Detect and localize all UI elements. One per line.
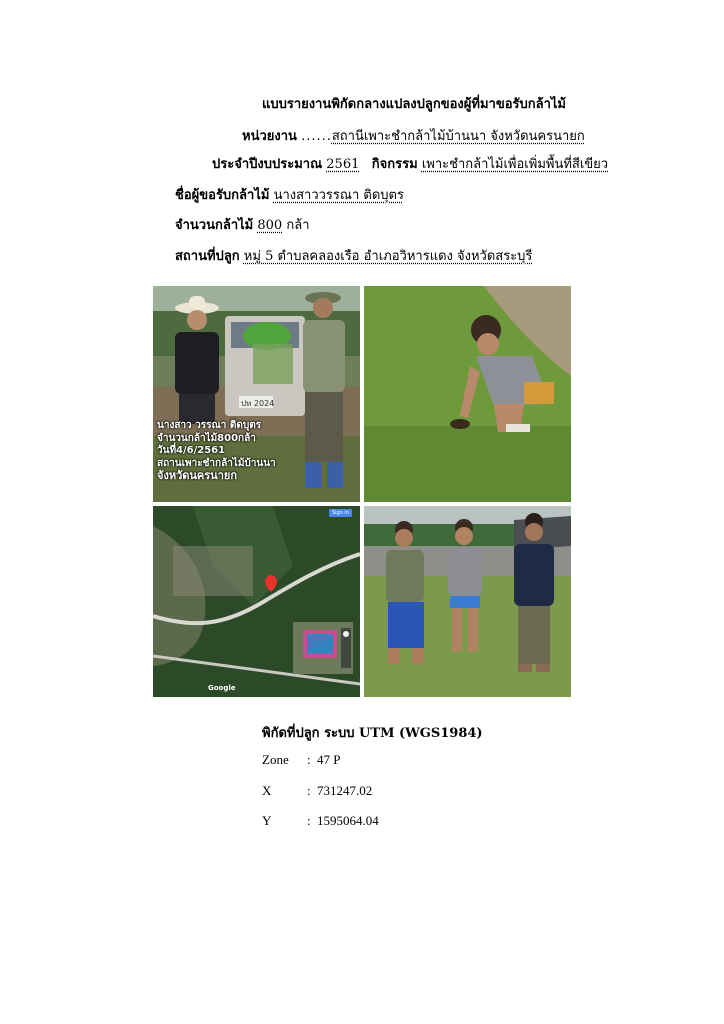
- amount-line: [175, 217, 310, 235]
- y-colon: :: [307, 813, 311, 828]
- activity-value: เพาะชำกล้าไม้เพื่อเพิ่มพื้นที่สีเขียว: [421, 157, 609, 172]
- caption-date: วันที่4/6/2561: [157, 445, 226, 456]
- y-label: Y: [262, 813, 272, 828]
- photo-seedling-handover: [153, 286, 360, 502]
- agency-label: หน่วยงาน: [242, 129, 297, 144]
- map-google-logo: Google: [208, 684, 236, 692]
- license-plate: ปห 2024: [241, 399, 275, 408]
- photo-group: [364, 506, 571, 697]
- budget-label: ประจำปีงบประมาณ: [212, 157, 323, 172]
- recipient-value: นางสาววรรณา ติดบุตร: [273, 188, 404, 203]
- caption-province: จังหวัดนครนายก: [157, 469, 237, 482]
- agency-line: [242, 128, 585, 146]
- x-colon: :: [307, 783, 311, 798]
- zone-label: Zone: [262, 752, 289, 767]
- agency-dots: ......: [301, 129, 332, 144]
- amount-label: จำนวนกล้าไม้: [175, 218, 254, 233]
- map-signin-button[interactable]: Sign in: [329, 509, 352, 517]
- zone-value: 47 P: [317, 752, 341, 767]
- photo-caption: [157, 420, 276, 483]
- recipient-label: ชื่อผู้ขอรับกล้าไม้: [175, 188, 270, 203]
- coordinate-title: พิกัดที่ปลูก ระบบ UTM (WGS1984): [262, 726, 483, 741]
- agency-value: สถานีเพาะชำกล้าไม้บ้านนา จังหวัดนครนายก: [331, 129, 585, 144]
- activity-label: กิจกรรม: [371, 157, 418, 172]
- map-illustration: [153, 506, 360, 697]
- caption-name: นางสาว วรรณา ติดบุตร: [157, 420, 262, 431]
- x-label: X: [262, 783, 272, 798]
- caption-station: สถานเพาะชำกล้าไม้บ้านนา: [157, 457, 276, 469]
- amount-unit: กล้า: [286, 218, 310, 233]
- place-label: สถานที่ปลูก: [175, 249, 240, 264]
- zone-colon: :: [307, 752, 311, 767]
- photo-group-illustration: [364, 506, 571, 697]
- recipient-line: [175, 187, 404, 205]
- caption-amount: จำนวนกล้าไม้800กล้า: [157, 432, 256, 444]
- x-value: 731247.02: [317, 783, 373, 798]
- place-value: หมู่ 5 ตำบลคลองเรือ อำเภอวิหารแดง จังหวัดสระบุรี: [243, 249, 533, 264]
- photo-planting: [364, 286, 571, 502]
- report-title: แบบรายงานพิกัดกลางแปลงปลูกของผู้ที่มาขอรับกล้าไม้: [262, 97, 566, 112]
- amount-value: 800: [257, 218, 283, 233]
- y-value: 1595064.04: [317, 813, 379, 828]
- place-line: [175, 248, 532, 266]
- map-screenshot: [153, 506, 360, 697]
- budget-year: 2561: [326, 157, 360, 172]
- budget-line: [212, 156, 608, 174]
- photo-planting-illustration: [364, 286, 571, 502]
